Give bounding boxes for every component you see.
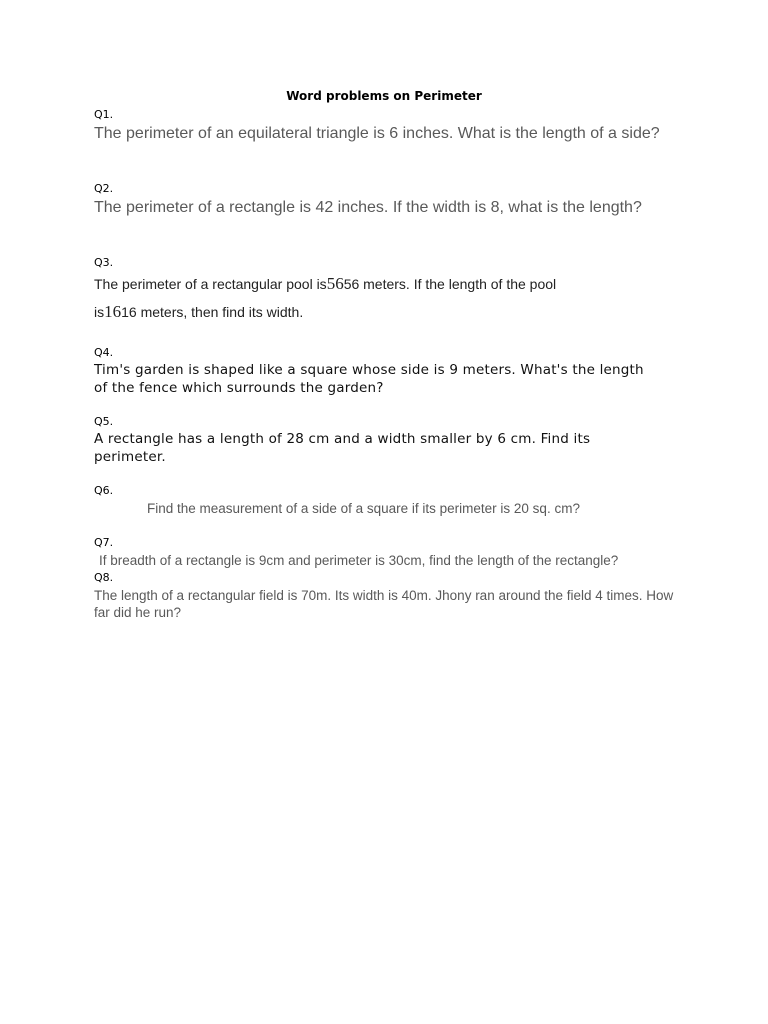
q3-number: 56 [326, 274, 344, 293]
question-label-7: Q7. [94, 536, 114, 549]
question-label-8: Q8. [94, 571, 114, 584]
question-label-4: Q4. [94, 346, 114, 359]
question-text-5: A rectangle has a length of 28 cm and a width smaller by 6 cm. Find its perimeter. [94, 431, 591, 465]
question-text-2: The perimeter of a rectangle is 42 inches. If the width is 8, what is the length? [94, 199, 642, 216]
question-text-4: Tim's garden is shaped like a square whose side is 9 meters. What's the length of the fence which surrounds the garden? [94, 362, 644, 396]
question-text-3-line-2 [94, 302, 654, 322]
q3-text-part: 56 meters. If the length of the pool [343, 276, 557, 292]
question-text-7: If breadth of a rectangle is 9cm and perimeter is 30cm, find the length of the rectangle? [99, 553, 619, 568]
question-text-3-line-1 [94, 274, 654, 294]
q3-text-part: is [94, 304, 105, 320]
question-label-1: Q1. [94, 108, 114, 121]
question-label-2: Q2. [94, 182, 114, 195]
page-title: Word problems on Perimeter [286, 89, 482, 103]
q3-text-part: 16 meters, then find its width. [121, 304, 304, 320]
question-text-1: The perimeter of an equilateral triangle is 6 inches. What is the length of a side? [94, 125, 660, 142]
q3-number: 16 [104, 302, 122, 321]
question-label-6: Q6. [94, 484, 114, 497]
question-label-3: Q3. [94, 256, 114, 269]
question-text-6: Find the measurement of a side of a square if its perimeter is 20 sq. cm? [147, 501, 580, 516]
question-text-8: The length of a rectangular field is 70m. Its width is 40m. Jhony ran around the field 4 times. How far did he run? [94, 588, 674, 620]
q3-text-part: The perimeter of a rectangular pool is [94, 276, 327, 292]
question-label-5: Q5. [94, 415, 114, 428]
